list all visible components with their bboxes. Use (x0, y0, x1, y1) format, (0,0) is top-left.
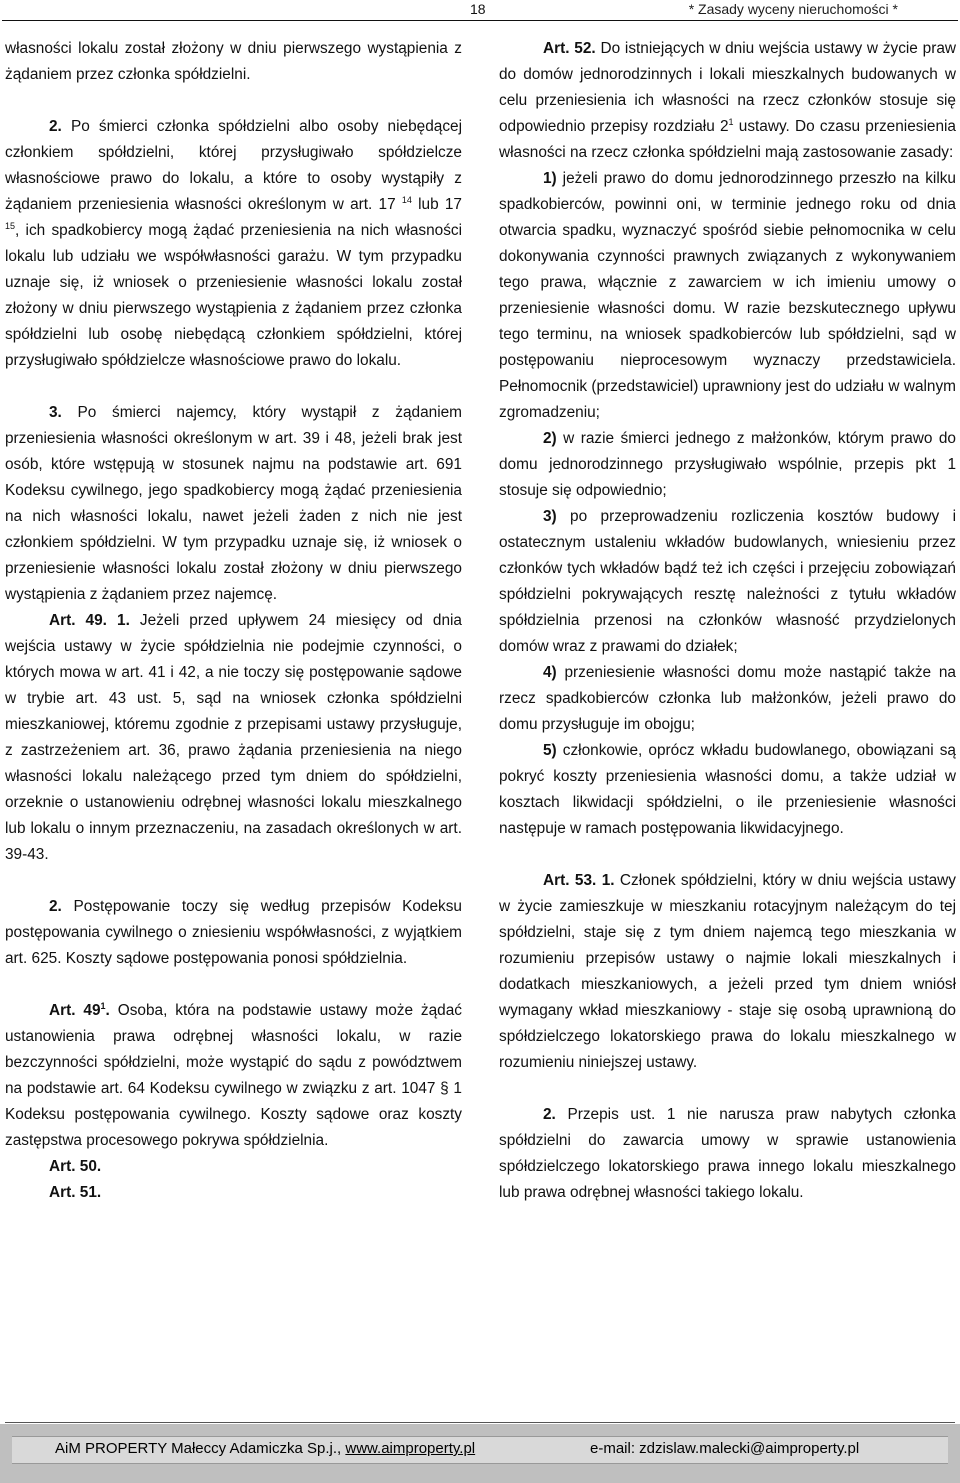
section-number: 2. (49, 898, 62, 915)
article-heading: Art. 53. 1. (543, 872, 615, 889)
paragraph: 2. Postępowanie toczy się według przepisów Kodeksu postępowania cywilnego o zniesieniu współwłasności, z wyjątkiem art. 625. Koszty sądowe postępowania ponosi spółdzielnia. (5, 898, 462, 967)
footer-rule (5, 1422, 955, 1423)
item-number: 5) (543, 742, 557, 759)
item-number: 4) (543, 664, 557, 681)
page-footer (0, 1424, 960, 1483)
superscript: 1 (728, 116, 734, 127)
article (5, 1154, 462, 1180)
article-heading: Art. $49^1$. (49, 1000, 110, 1019)
item-number: 3) (543, 508, 557, 525)
superscript: 15 (5, 220, 16, 231)
section-number: 3. (49, 404, 62, 421)
article: Art. 49. 1. Jeżeli przed upływem 24 miesięcy od dnia wejścia ustawy w życie spółdzielnia nie podejmie czynności, o których mowa w art. 41 i 42, a nie toczy się postępowanie sądowe w trybie art. 43 ust. 5, sąd na wniosek członka spółdzielni mieszkaniowej, któremu zgodnie z przepisami ustawy przysługuje, z zastrzeżeniem art. 36, prawo żądania przeniesienia na niego własności lokalu należącego przed tym dniem do spółdzielni, orzeknie o ustanowieniu odrębnej własności lokalu mieszkalnego lub lokalu o innym przeznaczeniu, na zasadach określonych w art. 39-43. (5, 612, 462, 863)
paragraph: 3. Po śmierci najemcy, który wystąpił z żądaniem przeniesienia własności określonym w art. 39 i 48, jeżeli brak jest osób, które wstępują w stosunek najmu na podstawie art. 691 Kodeksu cywilnego, jego spadkobiercy mogą żądać przeniesienia na nich własności lokalu, nawet jeżeli żaden z nich nie jest członkiem spółdzielni. W tym przypadku uznaje się, iż wniosek o przeniesienie własności lokalu został złożony w dniu pierwszego wystąpienia z żądaniem przez najemcę. (5, 404, 462, 603)
section-number: 2. (543, 1106, 556, 1123)
article: Art. 52. Do istniejących w dniu wejścia ustawy w życie praw do domów jednorodzinnych i lokali mieszkalnych budowanych w celu przeniesienia ich własności na rzecz członków stosuje się odpowiednio przepisy rozdziału $2^1$ ustawy. Do czasu przeniesienia własności na rzecz członka spółdzielni mają zastosowanie zasady: (499, 40, 956, 161)
header-title: * Zasady wyceny nieruchomości * (688, 1, 898, 17)
header-rule (2, 20, 958, 21)
paragraph: 2. Po śmierci członka spółdzielni albo osoby niebędącej członkiem spółdzielni, której przysługiwało spółdzielcze własnościowe prawo do lokalu, a które to osoby wystąpiły z żądaniem przeniesienia własności określonym w art. 17 $^{14}$ lub 17 $^{15}$, ich spadkobiercy mogą żądać przeniesienia na nich własności lokalu lub udziału we współwłasności garażu. W tym przypadku uznaje się, iż wniosek o przeniesienie własności lokalu został złożony w dniu pierwszego wystąpienia z żądaniem przez członka spółdzielni lub osobę niebędącą członkiem spółdzielni, której przysługiwało spółdzielcze własnościowe prawo do lokalu. (5, 118, 462, 369)
article (5, 1180, 462, 1206)
footer-email[interactable]: e-mail: zdzislaw.malecki@aimproperty.pl (590, 1440, 860, 1457)
website-link[interactable]: www.aimproperty.pl (345, 1440, 476, 1457)
page-header (0, 0, 960, 20)
paragraph: własności lokalu został złożony w dniu pierwszego wystąpienia z żądaniem przez członka spółdzielni. (5, 40, 462, 83)
item-number: 1) (543, 170, 557, 187)
article: Art. $49^1$. Osoba, która na podstawie ustawy może żądać ustanowienia prawa odrębnej własności lokalu, w razie bezczynności spółdzielni, może wystąpić do sądu z powództwem na podstawie art. 64 Kodeksu cywilnego w związku z art. 1047 § 1 Kodeksu postępowania cywilnego. Koszty sądowe oraz koszty zastępstwa procesowego pokrywa spółdzielnia. (5, 1000, 462, 1149)
superscript: 14 (401, 194, 412, 205)
paragraph: 2. Przepis ust. 1 nie narusza praw nabytych członka spółdzielni do zawarcia umowy w sprawie ustanowienia spółdzielczego lokatorskiego prawa innego lokalu mieszkalnego lub prawa odrębnej własności takiego lokalu. (499, 1106, 956, 1201)
article-heading: Art. 50. (49, 1158, 102, 1175)
article: Art. 53. 1. Członek spółdzielni, który w dniu wejścia ustawy w życie zamieszkuje w mieszkaniu rotacyjnym należącym do tej spółdzielni, staje się z tym dniem najemcą tego mieszkania w rozumieniu przepisów ustawy o najmie lokali mieszkalnych i dodatkach mieszkaniowych, a jeżeli przed tym dniem wniósł wymagany wkład mieszkaniowy - staje się osobą uprawnioną do spółdzielczego lokatorskiego prawa do lokalu mieszkalnego w rozumieniu niniejszej ustawy. (499, 872, 956, 1071)
list-item: 3) po przeprowadzeniu rozliczenia kosztów budowy i ostatecznym ustaleniu wkładów budowlanych, wniesieniu przez członków tych wkładów bądź też ich części i przejęciu zobowiązań spółdzielni pokrywających resztę należności z tytułu wkładów spółdzielnia przenosi na członków własność przydzielonych domów wraz z prawami do działek; (499, 508, 956, 655)
article-heading: Art. 49. 1. (49, 612, 130, 629)
footer-company: AiM PROPERTY Małeccy Adamiczka Sp.j., www.aimproperty.pl (55, 1440, 476, 1457)
list-item: 5) członkowie, oprócz wkładu budowlanego, obowiązani są pokryć koszty przeniesienia własności domu, a także udział w kosztach likwidacji spółdzielni, o ile przeniesienie własności następuje w ramach postępowania likwidacyjnego. (499, 742, 956, 837)
list-item: 4) przeniesienie własności domu może nastąpić także na rzecz spadkobierców członka lub małżonków, jeżeli prawo do domu przysługuje im obojgu; (499, 664, 956, 733)
article-heading: Art. 51. (49, 1184, 102, 1201)
article-heading: Art. 52. (543, 40, 596, 57)
list-item: 2) w razie śmierci jednego z małżonków, którym prawo do domu jednorodzinnego przysługiwało wspólnie, przepis pkt 1 stosuje się odpowiednio; (499, 430, 956, 499)
section-number: 2. (49, 118, 62, 135)
item-number: 2) (543, 430, 557, 447)
list-item: 1) jeżeli prawo do domu jednorodzinnego przeszło na kilku spadkobierców, powinni oni, w terminie jednego roku od dnia otwarcia spadku, wyznaczyć spośród siebie pełnomocnika w celu dokonywania czynności prawnych związanych z wykonywaniem tego prawa, włącznie z zawarciem w ich imieniu umowy o przeniesienie własności domu. W razie bezskutecznego upływu tego terminu, na wniosek spadkobierców lub spółdzielni, sąd w postępowaniu nieprocesowym wyznaczy przedstawiciela. Pełnomocnik (przedstawiciel) uprawniony jest do udziału w walnym zgromadzeniu; (499, 170, 956, 421)
page-number: 18 (470, 1, 486, 17)
right-column (499, 36, 956, 1206)
left-column (5, 36, 462, 1206)
